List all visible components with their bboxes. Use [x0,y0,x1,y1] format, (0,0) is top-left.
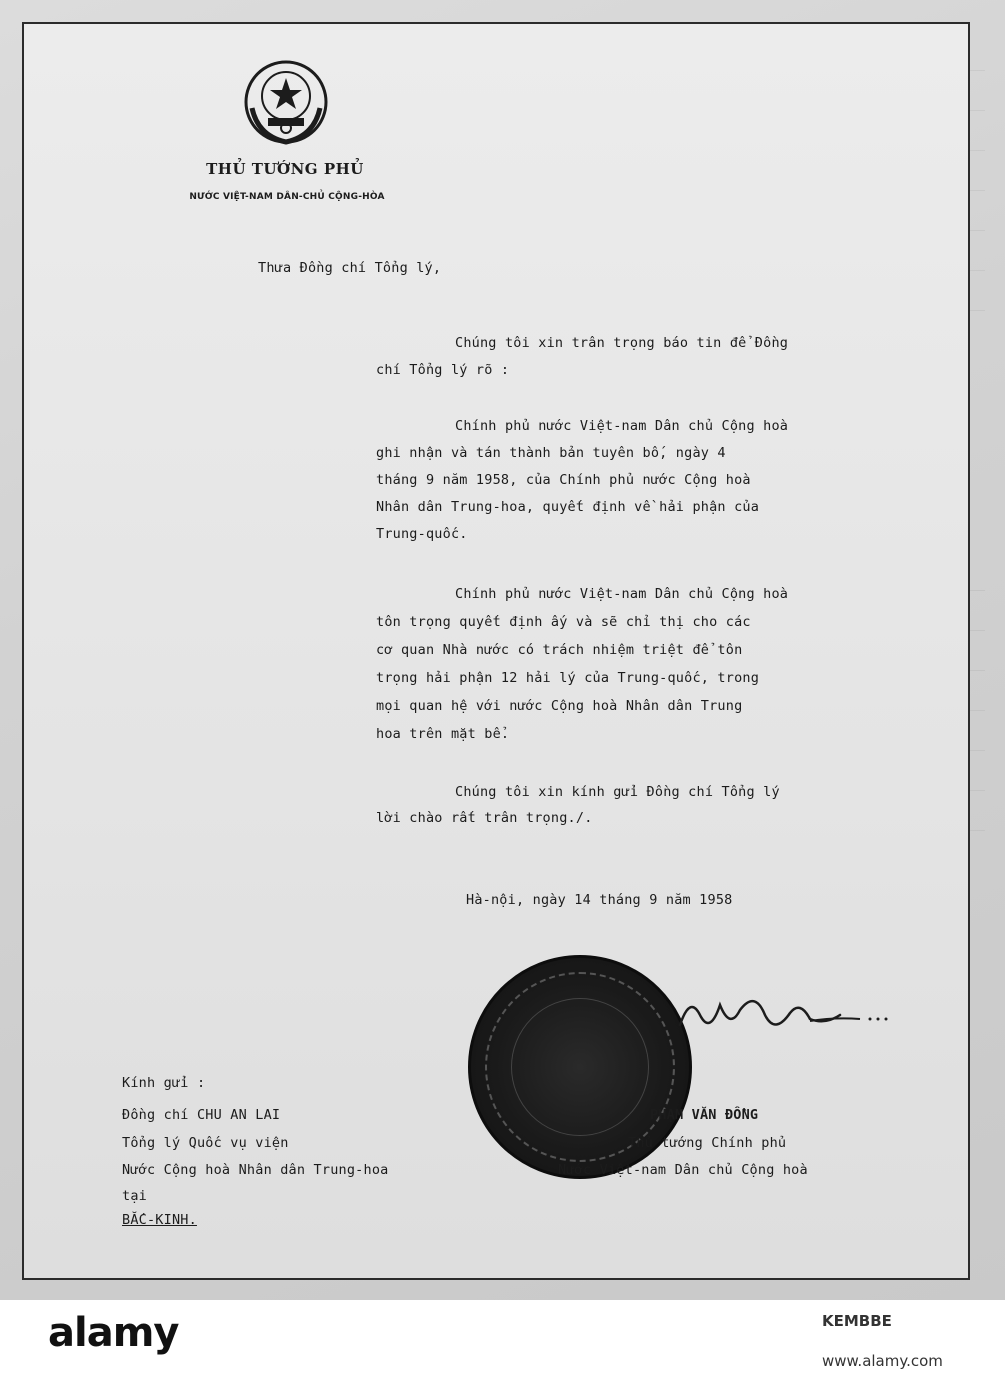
paragraph-2-line-3: tháng 9 năm 1958, của Chính phủ nước Cộng hoà [376,472,751,488]
paragraph-3-line-1: Chính phủ nước Việt-nam Dân chủ Cộng hoà [455,586,789,602]
paragraph-3-line-4: trọng hải phận 12 hải lý của Trung-quốc, trong [376,670,760,686]
paragraph-2-line-2: ghi nhận và tán thành bản tuyên bố, ngày 4 [376,445,726,461]
paragraph-3-line-3: cơ quan Nhà nước có trách nhiệm triệt để tôn [376,642,743,658]
paragraph-3-line-5: mọi quan hệ với nước Cộng hoà Nhân dân Trung [376,698,743,714]
paragraph-3-line-6: hoa trên mặt bể. [376,726,510,742]
stock-url: www.alamy.com [822,1352,943,1370]
recipient-line-5: tại [122,1188,147,1204]
paragraph-1-line-1: Chúng tôi xin trân trọng báo tin để Đồng [455,335,789,351]
national-emblem-icon [238,56,334,152]
paragraph-1-line-2: chí Tổng lý rõ : [376,362,510,378]
letterhead-title: THỦ TƯỚNG PHỦ [206,160,364,178]
signatory-country: Nước Việt-nam Dân chủ Cộng hoà [558,1162,808,1178]
recipient-line-1: Kính gửi : [122,1075,206,1091]
alamy-logo: alamy [48,1310,179,1356]
recipient-line-2: Đồng chí CHU AN LAI [122,1107,281,1123]
paragraph-4-line-1: Chúng tôi xin kính gửi Đồng chí Tổng lý [455,784,780,800]
handwritten-signature [660,985,900,1045]
paragraph-2-line-1: Chính phủ nước Việt-nam Dân chủ Cộng hoà [455,418,789,434]
signatory-name: PHẠM VĂN ĐỒNG [650,1107,759,1123]
paragraph-2-line-5: Trung-quốc. [376,526,468,542]
letter-date: Hà-nội, ngày 14 tháng 9 năm 1958 [466,892,733,908]
recipient-line-3: Tổng lý Quốc vụ viện [122,1135,289,1151]
salutation: Thưa Đồng chí Tổng lý, [258,260,442,276]
recipient-line-4: Nước Cộng hoà Nhân dân Trung-hoa [122,1162,389,1178]
paragraph-4-line-2: lời chào rất trân trọng./. [376,810,593,826]
paragraph-3-line-2: tôn trọng quyết định ấy và sẽ chỉ thị cho các [376,614,751,630]
paragraph-2-line-4: Nhân dân Trung-hoa, quyết định về hải phận của [376,499,760,515]
letterhead-subtitle: NƯỚC VIỆT-NAM DÂN-CHỦ CỘNG-HÒA [189,192,385,202]
signatory-title: Thủ tướng Chính phủ [628,1135,787,1151]
stock-image-id: KEMBBE [822,1312,892,1330]
recipient-line-6: BẮC-KINH. [122,1212,197,1228]
